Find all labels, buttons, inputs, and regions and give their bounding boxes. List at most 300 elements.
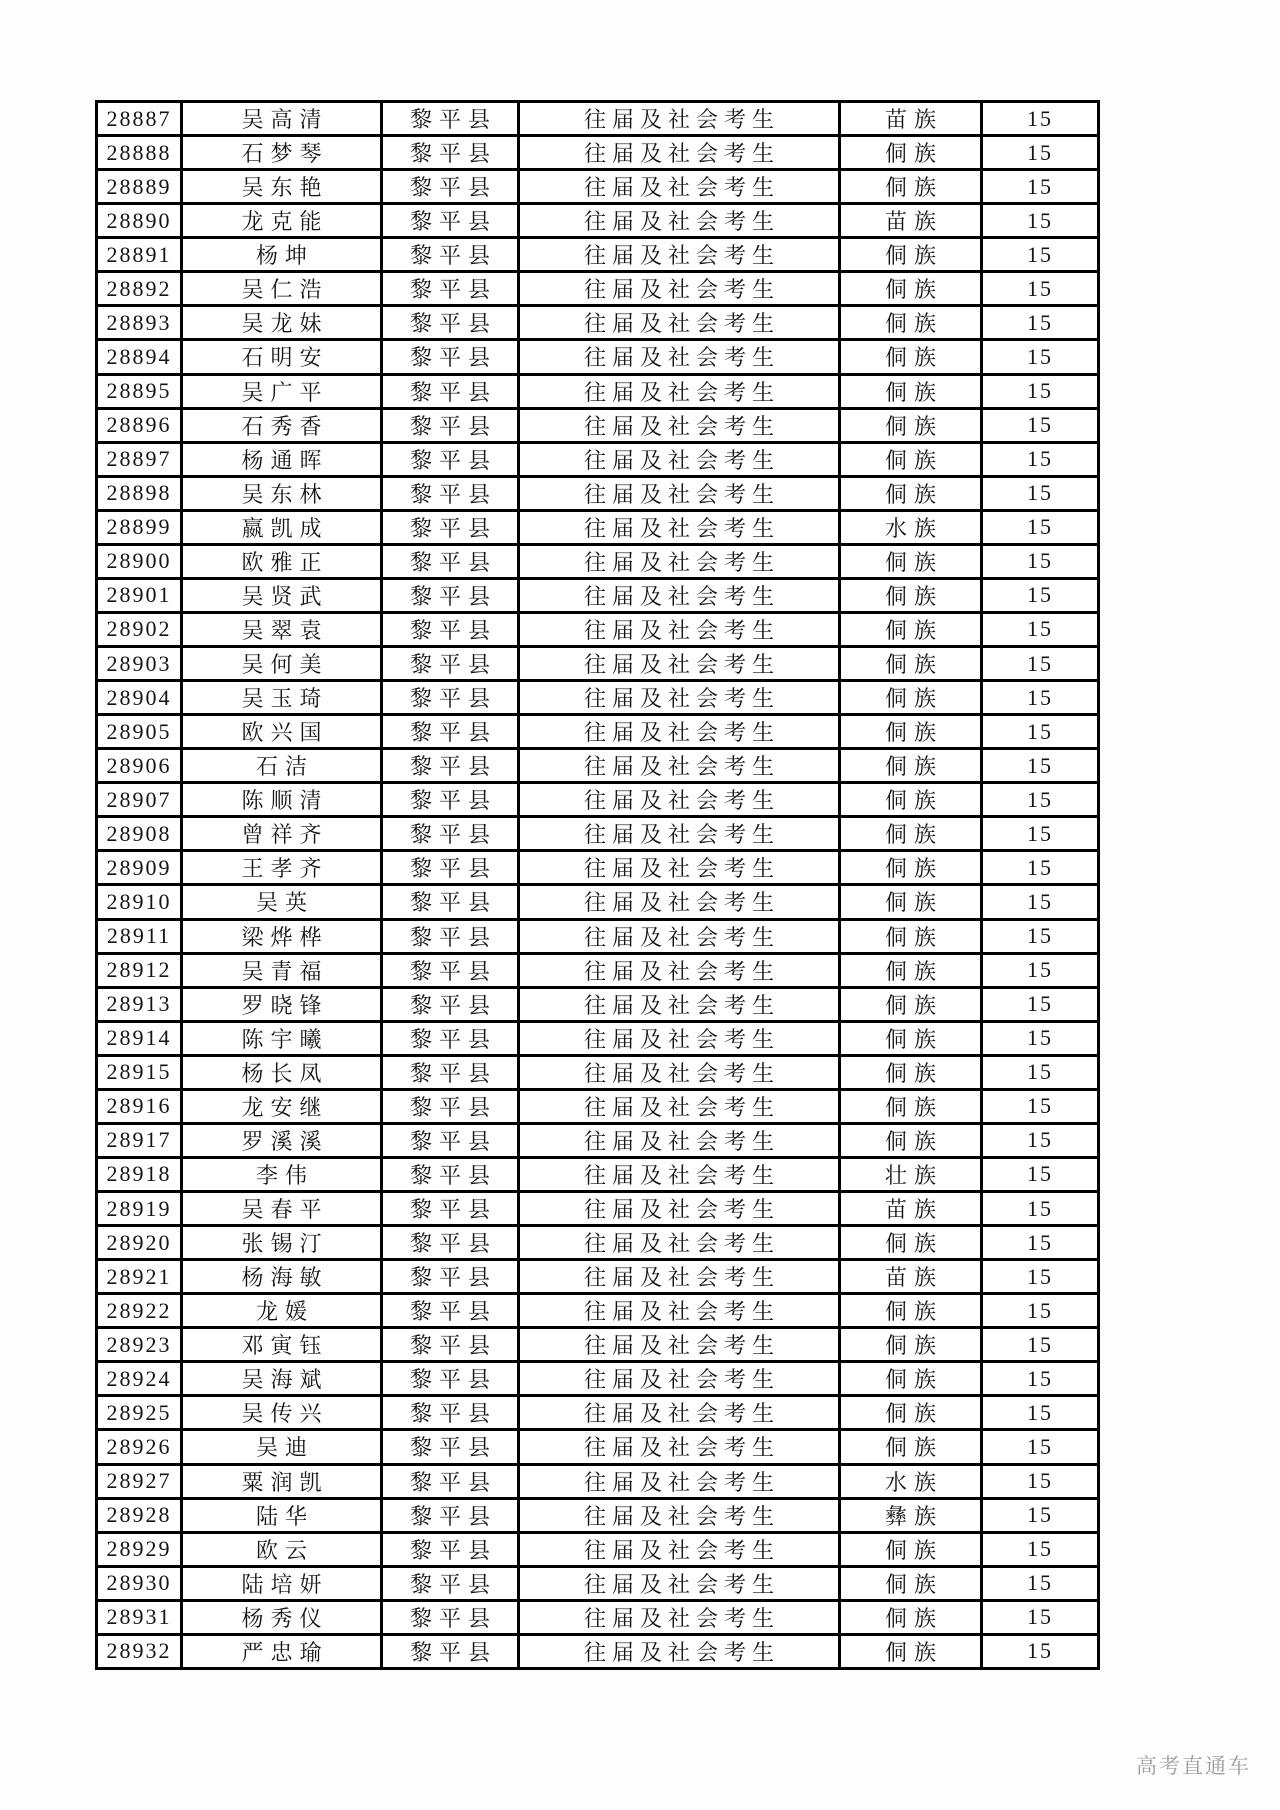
cell-category: 往届及社会考生 <box>519 1396 840 1430</box>
cell-category: 往届及社会考生 <box>519 1089 840 1123</box>
cell-id: 28927 <box>97 1464 182 1498</box>
cell-ethnicity: 侗族 <box>840 1089 982 1123</box>
cell-category: 往届及社会考生 <box>519 578 840 612</box>
cell-category: 往届及社会考生 <box>519 647 840 681</box>
cell-name: 吴青福 <box>182 953 382 987</box>
cell-name: 吴春平 <box>182 1192 382 1226</box>
cell-ethnicity: 壮族 <box>840 1157 982 1191</box>
cell-ethnicity: 侗族 <box>840 783 982 817</box>
cell-ethnicity: 侗族 <box>840 272 982 306</box>
cell-score: 15 <box>982 272 1099 306</box>
cell-category: 往届及社会考生 <box>519 1362 840 1396</box>
cell-id: 28899 <box>97 510 182 544</box>
table-row <box>97 987 1099 1021</box>
cell-county: 黎平县 <box>382 1600 519 1634</box>
cell-score: 15 <box>982 1430 1099 1464</box>
cell-county: 黎平县 <box>382 987 519 1021</box>
cell-category: 往届及社会考生 <box>519 1294 840 1328</box>
table-row <box>97 1294 1099 1328</box>
cell-score: 15 <box>982 851 1099 885</box>
cell-id: 28914 <box>97 1021 182 1055</box>
table-row <box>97 238 1099 272</box>
cell-ethnicity: 侗族 <box>840 1634 982 1668</box>
cell-ethnicity: 侗族 <box>840 612 982 646</box>
cell-id: 28920 <box>97 1226 182 1260</box>
table-row <box>97 136 1099 170</box>
cell-score: 15 <box>982 612 1099 646</box>
cell-score: 15 <box>982 919 1099 953</box>
cell-id: 28917 <box>97 1123 182 1157</box>
cell-category: 往届及社会考生 <box>519 612 840 646</box>
table-row <box>97 510 1099 544</box>
cell-id: 28900 <box>97 544 182 578</box>
cell-name: 张锡汀 <box>182 1226 382 1260</box>
cell-ethnicity: 侗族 <box>840 885 982 919</box>
table-row <box>97 953 1099 987</box>
table-row <box>97 170 1099 204</box>
cell-category: 往届及社会考生 <box>519 1600 840 1634</box>
table-row <box>97 1260 1099 1294</box>
cell-name: 陈顺清 <box>182 783 382 817</box>
cell-ethnicity: 侗族 <box>840 1055 982 1089</box>
cell-name: 陆华 <box>182 1498 382 1532</box>
cell-name: 杨通晖 <box>182 442 382 476</box>
cell-score: 15 <box>982 1260 1099 1294</box>
cell-id: 28926 <box>97 1430 182 1464</box>
cell-county: 黎平县 <box>382 749 519 783</box>
cell-county: 黎平县 <box>382 817 519 851</box>
cell-category: 往届及社会考生 <box>519 1634 840 1668</box>
cell-ethnicity: 侗族 <box>840 306 982 340</box>
cell-ethnicity: 侗族 <box>840 1566 982 1600</box>
cell-name: 罗晓锋 <box>182 987 382 1021</box>
cell-category: 往届及社会考生 <box>519 340 840 374</box>
table-row <box>97 1362 1099 1396</box>
cell-county: 黎平县 <box>382 1055 519 1089</box>
table-row <box>97 1192 1099 1226</box>
cell-ethnicity: 侗族 <box>840 1123 982 1157</box>
cell-id: 28924 <box>97 1362 182 1396</box>
cell-score: 15 <box>982 783 1099 817</box>
cell-name: 石梦琴 <box>182 136 382 170</box>
cell-score: 15 <box>982 953 1099 987</box>
cell-id: 28889 <box>97 170 182 204</box>
cell-name: 吴东林 <box>182 476 382 510</box>
cell-category: 往届及社会考生 <box>519 408 840 442</box>
table-row <box>97 476 1099 510</box>
cell-score: 15 <box>982 1157 1099 1191</box>
cell-category: 往届及社会考生 <box>519 238 840 272</box>
cell-id: 28905 <box>97 715 182 749</box>
cell-ethnicity: 侗族 <box>840 1294 982 1328</box>
cell-score: 15 <box>982 408 1099 442</box>
cell-category: 往届及社会考生 <box>519 374 840 408</box>
cell-ethnicity: 侗族 <box>840 238 982 272</box>
cell-county: 黎平县 <box>382 1498 519 1532</box>
cell-ethnicity: 侗族 <box>840 476 982 510</box>
cell-name: 陈宇曦 <box>182 1021 382 1055</box>
cell-ethnicity: 侗族 <box>840 647 982 681</box>
cell-category: 往届及社会考生 <box>519 1226 840 1260</box>
cell-category: 往届及社会考生 <box>519 102 840 136</box>
cell-score: 15 <box>982 238 1099 272</box>
cell-category: 往届及社会考生 <box>519 272 840 306</box>
cell-id: 28901 <box>97 578 182 612</box>
cell-county: 黎平县 <box>382 102 519 136</box>
cell-name: 杨海敏 <box>182 1260 382 1294</box>
cell-name: 欧云 <box>182 1532 382 1566</box>
cell-county: 黎平县 <box>382 510 519 544</box>
cell-ethnicity: 侗族 <box>840 851 982 885</box>
cell-score: 15 <box>982 1566 1099 1600</box>
cell-id: 28929 <box>97 1532 182 1566</box>
table-row <box>97 1464 1099 1498</box>
cell-name: 龙克能 <box>182 204 382 238</box>
table-row <box>97 272 1099 306</box>
cell-category: 往届及社会考生 <box>519 136 840 170</box>
cell-score: 15 <box>982 817 1099 851</box>
cell-name: 欧雅正 <box>182 544 382 578</box>
cell-name: 王孝齐 <box>182 851 382 885</box>
cell-id: 28894 <box>97 340 182 374</box>
table-row <box>97 681 1099 715</box>
table-row <box>97 340 1099 374</box>
cell-id: 28908 <box>97 817 182 851</box>
cell-category: 往届及社会考生 <box>519 749 840 783</box>
cell-id: 28892 <box>97 272 182 306</box>
cell-id: 28906 <box>97 749 182 783</box>
cell-id: 28888 <box>97 136 182 170</box>
cell-score: 15 <box>982 442 1099 476</box>
cell-score: 15 <box>982 1328 1099 1362</box>
cell-county: 黎平县 <box>382 1532 519 1566</box>
cell-name: 龙媛 <box>182 1294 382 1328</box>
table-row <box>97 919 1099 953</box>
cell-name: 吴仁浩 <box>182 272 382 306</box>
cell-category: 往届及社会考生 <box>519 204 840 238</box>
cell-ethnicity: 侗族 <box>840 1600 982 1634</box>
cell-score: 15 <box>982 987 1099 1021</box>
cell-score: 15 <box>982 544 1099 578</box>
cell-score: 15 <box>982 1021 1099 1055</box>
cell-category: 往届及社会考生 <box>519 1498 840 1532</box>
cell-name: 龙安继 <box>182 1089 382 1123</box>
cell-score: 15 <box>982 374 1099 408</box>
cell-id: 28919 <box>97 1192 182 1226</box>
table-row <box>97 1328 1099 1362</box>
cell-id: 28910 <box>97 885 182 919</box>
cell-ethnicity: 侗族 <box>840 578 982 612</box>
cell-id: 28928 <box>97 1498 182 1532</box>
table-row <box>97 1498 1099 1532</box>
cell-category: 往届及社会考生 <box>519 885 840 919</box>
candidate-table-body <box>97 102 1099 1669</box>
cell-score: 15 <box>982 1226 1099 1260</box>
cell-county: 黎平县 <box>382 612 519 646</box>
cell-county: 黎平县 <box>382 374 519 408</box>
cell-category: 往届及社会考生 <box>519 1021 840 1055</box>
cell-score: 15 <box>982 1362 1099 1396</box>
cell-id: 28907 <box>97 783 182 817</box>
cell-name: 吴海斌 <box>182 1362 382 1396</box>
candidate-table <box>95 100 1100 1670</box>
watermark: 高考直通车 <box>1136 1755 1251 1778</box>
cell-category: 往届及社会考生 <box>519 306 840 340</box>
table-row <box>97 1089 1099 1123</box>
cell-category: 往届及社会考生 <box>519 476 840 510</box>
cell-id: 28895 <box>97 374 182 408</box>
cell-ethnicity: 侗族 <box>840 919 982 953</box>
cell-county: 黎平县 <box>382 1123 519 1157</box>
cell-category: 往届及社会考生 <box>519 544 840 578</box>
cell-county: 黎平县 <box>382 544 519 578</box>
cell-county: 黎平县 <box>382 306 519 340</box>
cell-county: 黎平县 <box>382 1226 519 1260</box>
cell-score: 15 <box>982 1123 1099 1157</box>
cell-category: 往届及社会考生 <box>519 715 840 749</box>
cell-ethnicity: 侗族 <box>840 1430 982 1464</box>
cell-ethnicity: 侗族 <box>840 374 982 408</box>
table-row <box>97 851 1099 885</box>
table-row <box>97 1634 1099 1668</box>
cell-name: 吴贤武 <box>182 578 382 612</box>
table-row <box>97 817 1099 851</box>
cell-ethnicity: 侗族 <box>840 544 982 578</box>
cell-county: 黎平县 <box>382 1396 519 1430</box>
cell-category: 往届及社会考生 <box>519 817 840 851</box>
cell-name: 石秀香 <box>182 408 382 442</box>
cell-score: 15 <box>982 1634 1099 1668</box>
cell-county: 黎平县 <box>382 1089 519 1123</box>
cell-name: 吴广平 <box>182 374 382 408</box>
cell-ethnicity: 侗族 <box>840 681 982 715</box>
table-row <box>97 408 1099 442</box>
cell-county: 黎平县 <box>382 1192 519 1226</box>
cell-category: 往届及社会考生 <box>519 1192 840 1226</box>
cell-id: 28915 <box>97 1055 182 1089</box>
cell-name: 杨秀仪 <box>182 1600 382 1634</box>
cell-score: 15 <box>982 476 1099 510</box>
cell-id: 28931 <box>97 1600 182 1634</box>
cell-score: 15 <box>982 510 1099 544</box>
table-row <box>97 442 1099 476</box>
cell-ethnicity: 水族 <box>840 1464 982 1498</box>
cell-county: 黎平县 <box>382 885 519 919</box>
cell-county: 黎平县 <box>382 851 519 885</box>
cell-id: 28925 <box>97 1396 182 1430</box>
cell-id: 28898 <box>97 476 182 510</box>
cell-id: 28896 <box>97 408 182 442</box>
cell-ethnicity: 侗族 <box>840 1396 982 1430</box>
cell-id: 28891 <box>97 238 182 272</box>
cell-ethnicity: 水族 <box>840 510 982 544</box>
cell-category: 往届及社会考生 <box>519 1566 840 1600</box>
cell-name: 吴传兴 <box>182 1396 382 1430</box>
cell-name: 吴玉琦 <box>182 681 382 715</box>
cell-county: 黎平县 <box>382 476 519 510</box>
cell-county: 黎平县 <box>382 1362 519 1396</box>
cell-ethnicity: 侗族 <box>840 136 982 170</box>
cell-score: 15 <box>982 885 1099 919</box>
cell-name: 杨坤 <box>182 238 382 272</box>
cell-ethnicity: 侗族 <box>840 1226 982 1260</box>
cell-category: 往届及社会考生 <box>519 1157 840 1191</box>
cell-score: 15 <box>982 681 1099 715</box>
cell-score: 15 <box>982 1396 1099 1430</box>
cell-name: 罗溪溪 <box>182 1123 382 1157</box>
cell-id: 28904 <box>97 681 182 715</box>
cell-score: 15 <box>982 1464 1099 1498</box>
cell-county: 黎平县 <box>382 578 519 612</box>
cell-name: 吴何美 <box>182 647 382 681</box>
cell-id: 28902 <box>97 612 182 646</box>
cell-name: 石洁 <box>182 749 382 783</box>
cell-category: 往届及社会考生 <box>519 1430 840 1464</box>
cell-name: 吴东艳 <box>182 170 382 204</box>
cell-county: 黎平县 <box>382 442 519 476</box>
cell-id: 28922 <box>97 1294 182 1328</box>
cell-name: 杨长凤 <box>182 1055 382 1089</box>
cell-category: 往届及社会考生 <box>519 1532 840 1566</box>
table-row <box>97 715 1099 749</box>
table-row <box>97 204 1099 238</box>
cell-category: 往届及社会考生 <box>519 919 840 953</box>
cell-ethnicity: 苗族 <box>840 1192 982 1226</box>
cell-county: 黎平县 <box>382 1464 519 1498</box>
cell-score: 15 <box>982 749 1099 783</box>
cell-id: 28912 <box>97 953 182 987</box>
cell-county: 黎平县 <box>382 715 519 749</box>
cell-id: 28932 <box>97 1634 182 1668</box>
table-row <box>97 783 1099 817</box>
cell-id: 28903 <box>97 647 182 681</box>
table-row <box>97 1600 1099 1634</box>
cell-category: 往届及社会考生 <box>519 783 840 817</box>
cell-score: 15 <box>982 340 1099 374</box>
cell-category: 往届及社会考生 <box>519 987 840 1021</box>
cell-county: 黎平县 <box>382 647 519 681</box>
cell-county: 黎平县 <box>382 1157 519 1191</box>
cell-score: 15 <box>982 1498 1099 1532</box>
cell-name: 石明安 <box>182 340 382 374</box>
cell-id: 28918 <box>97 1157 182 1191</box>
table-row <box>97 1157 1099 1191</box>
table-row <box>97 1226 1099 1260</box>
table-row <box>97 1566 1099 1600</box>
cell-ethnicity: 侗族 <box>840 953 982 987</box>
cell-county: 黎平县 <box>382 408 519 442</box>
cell-county: 黎平县 <box>382 1566 519 1600</box>
cell-county: 黎平县 <box>382 204 519 238</box>
cell-county: 黎平县 <box>382 272 519 306</box>
cell-category: 往届及社会考生 <box>519 510 840 544</box>
table-row <box>97 102 1099 136</box>
cell-id: 28911 <box>97 919 182 953</box>
table-row <box>97 612 1099 646</box>
cell-county: 黎平县 <box>382 1294 519 1328</box>
table-row <box>97 885 1099 919</box>
cell-ethnicity: 侗族 <box>840 715 982 749</box>
cell-id: 28923 <box>97 1328 182 1362</box>
cell-ethnicity: 侗族 <box>840 170 982 204</box>
cell-name: 嬴凯成 <box>182 510 382 544</box>
table-row <box>97 1430 1099 1464</box>
cell-ethnicity: 侗族 <box>840 749 982 783</box>
cell-county: 黎平县 <box>382 783 519 817</box>
cell-id: 28930 <box>97 1566 182 1600</box>
cell-county: 黎平县 <box>382 953 519 987</box>
table-row <box>97 1396 1099 1430</box>
cell-name: 梁烨桦 <box>182 919 382 953</box>
table-row <box>97 374 1099 408</box>
cell-ethnicity: 侗族 <box>840 1021 982 1055</box>
cell-category: 往届及社会考生 <box>519 1260 840 1294</box>
cell-id: 28921 <box>97 1260 182 1294</box>
cell-score: 15 <box>982 1532 1099 1566</box>
cell-score: 15 <box>982 102 1099 136</box>
cell-county: 黎平县 <box>382 1328 519 1362</box>
cell-category: 往届及社会考生 <box>519 681 840 715</box>
table-row <box>97 544 1099 578</box>
cell-ethnicity: 侗族 <box>840 817 982 851</box>
cell-name: 曾祥齐 <box>182 817 382 851</box>
cell-id: 28913 <box>97 987 182 1021</box>
table-row <box>97 306 1099 340</box>
cell-county: 黎平县 <box>382 136 519 170</box>
cell-name: 粟润凯 <box>182 1464 382 1498</box>
cell-id: 28916 <box>97 1089 182 1123</box>
cell-ethnicity: 侗族 <box>840 1328 982 1362</box>
cell-county: 黎平县 <box>382 919 519 953</box>
table-row <box>97 578 1099 612</box>
cell-county: 黎平县 <box>382 1260 519 1294</box>
table-row <box>97 749 1099 783</box>
cell-score: 15 <box>982 715 1099 749</box>
cell-category: 往届及社会考生 <box>519 1328 840 1362</box>
cell-id: 28897 <box>97 442 182 476</box>
cell-name: 吴龙妹 <box>182 306 382 340</box>
cell-ethnicity: 侗族 <box>840 340 982 374</box>
cell-score: 15 <box>982 1089 1099 1123</box>
cell-ethnicity: 侗族 <box>840 408 982 442</box>
cell-name: 吴翠袁 <box>182 612 382 646</box>
cell-score: 15 <box>982 136 1099 170</box>
table-row <box>97 1532 1099 1566</box>
cell-score: 15 <box>982 204 1099 238</box>
cell-score: 15 <box>982 1294 1099 1328</box>
cell-ethnicity: 侗族 <box>840 1362 982 1396</box>
cell-id: 28887 <box>97 102 182 136</box>
cell-category: 往届及社会考生 <box>519 1123 840 1157</box>
table-row <box>97 1021 1099 1055</box>
cell-county: 黎平县 <box>382 1430 519 1464</box>
cell-county: 黎平县 <box>382 1634 519 1668</box>
cell-ethnicity: 苗族 <box>840 1260 982 1294</box>
cell-county: 黎平县 <box>382 238 519 272</box>
table-row <box>97 1055 1099 1089</box>
cell-score: 15 <box>982 647 1099 681</box>
table-row <box>97 647 1099 681</box>
cell-name: 陆培妍 <box>182 1566 382 1600</box>
cell-score: 15 <box>982 170 1099 204</box>
cell-ethnicity: 苗族 <box>840 102 982 136</box>
cell-ethnicity: 苗族 <box>840 204 982 238</box>
cell-ethnicity: 侗族 <box>840 442 982 476</box>
cell-ethnicity: 彝族 <box>840 1498 982 1532</box>
cell-score: 15 <box>982 306 1099 340</box>
cell-name: 吴迪 <box>182 1430 382 1464</box>
cell-county: 黎平县 <box>382 681 519 715</box>
